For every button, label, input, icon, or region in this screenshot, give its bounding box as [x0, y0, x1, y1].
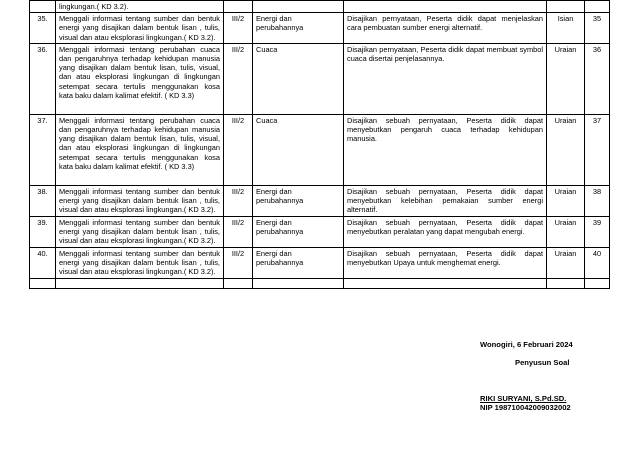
- question-form-cell: Uraian: [547, 114, 585, 185]
- class-semester-cell: [224, 278, 253, 288]
- question-number-cell: 36: [585, 43, 610, 114]
- class-semester-cell: III/2: [224, 216, 253, 247]
- material-cell: [253, 1, 344, 13]
- question-grid-table: [29, 0, 610, 289]
- material-cell: Energi dan perubahannya: [253, 185, 344, 216]
- table-row: [30, 185, 610, 216]
- basic-competency-cell: Menggali informasi tentang sumber dan bentuk energi yang disajikan dalam bentuk lisan , tulis, visual dan atau eksplorasi lingkungan.( KD 3.2).: [56, 247, 224, 278]
- indicator-cell: Disajikan pernyataan, Peserta didik dapat menjelaskan cara pembuatan sumber energi alternatif.: [344, 13, 547, 44]
- class-semester-cell: III/2: [224, 43, 253, 114]
- indicator-cell: Disajikan sebuah pernyataan, Peserta didik dapat menyebutkan pengaruh cuaca terhadap kehidupan manusia.: [344, 114, 547, 185]
- table-row: [30, 43, 610, 114]
- question-form-cell: Isian: [547, 13, 585, 44]
- question-form-cell: Uraian: [547, 216, 585, 247]
- question-number-cell: [585, 1, 610, 13]
- indicator-cell: Disajikan sebuah pernyataan, Peserta didik dapat menyebutkan Upaya untuk menghemat energi.: [344, 247, 547, 278]
- table-row: [30, 278, 610, 288]
- question-form-cell: [547, 1, 585, 13]
- question-form-cell: Uraian: [547, 247, 585, 278]
- question-number-cell: 40: [585, 247, 610, 278]
- class-semester-cell: [224, 1, 253, 13]
- class-semester-cell: III/2: [224, 185, 253, 216]
- indicator-cell: Disajikan sebuah pernyataan, Peserta didik dapat menyebutkan kelebihan pemakaian sumber energi alternatif.: [344, 185, 547, 216]
- basic-competency-cell: Menggali informasi tentang sumber dan bentuk energi yang disajikan dalam bentuk lisan , tulis, visual dan atau eksplorasi lingkungan.( KD 3.2).: [56, 13, 224, 44]
- basic-competency-cell: Menggali informasi tentang perubahan cuaca dan pengaruhnya terhadap kehidupan manusia yang disajikan dalam bentuk lisan, tulis, visual, dan atau eksplorasi lingkungan di lingkungan setempat secara tertulis menggunakan kosa kata baku dalam kalimat efektif. ( KD 3.3): [56, 43, 224, 114]
- material-cell: Cuaca: [253, 43, 344, 114]
- row-number: 37.: [30, 114, 56, 185]
- table-row: [30, 247, 610, 278]
- signer-nip: NIP 198710042009032002: [480, 403, 571, 412]
- place-date: Wonogiri, 6 Februari 2024: [480, 340, 573, 349]
- material-cell: Energi dan perubahannya: [253, 13, 344, 44]
- basic-competency-cell: lingkungan.( KD 3.2).: [56, 1, 224, 13]
- row-number: 35.: [30, 13, 56, 44]
- class-semester-cell: III/2: [224, 114, 253, 185]
- table-row: [30, 13, 610, 44]
- indicator-cell: [344, 1, 547, 13]
- question-number-cell: 35: [585, 13, 610, 44]
- question-form-cell: [547, 278, 585, 288]
- material-cell: Cuaca: [253, 114, 344, 185]
- indicator-cell: [344, 278, 547, 288]
- row-number: 38.: [30, 185, 56, 216]
- table-row: [30, 1, 610, 13]
- question-form-cell: Uraian: [547, 185, 585, 216]
- class-semester-cell: III/2: [224, 13, 253, 44]
- question-number-cell: 37: [585, 114, 610, 185]
- material-cell: Energi dan perubahannya: [253, 216, 344, 247]
- question-number-cell: 38: [585, 185, 610, 216]
- row-number: 40.: [30, 247, 56, 278]
- signer-name: RIKI SURYANI, S.Pd.SD.: [480, 394, 567, 403]
- table-row: [30, 216, 610, 247]
- question-number-cell: [585, 278, 610, 288]
- basic-competency-cell: Menggali informasi tentang sumber dan bentuk energi yang disajikan dalam bentuk lisan , tulis, visual dan atau eksplorasi lingkungan.( KD 3.2).: [56, 216, 224, 247]
- row-number: [30, 278, 56, 288]
- indicator-cell: Disajikan pernyataan, Peserta didik dapat membuat symbol cuaca disertai penjelasannya.: [344, 43, 547, 114]
- basic-competency-cell: [56, 278, 224, 288]
- basic-competency-cell: Menggali informasi tentang perubahan cuaca dan pengaruhnya terhadap kehidupan manusia yang disajikan dalam bentuk lisan, tulis, visual, dan atau eksplorasi lingkungan di lingkungan setempat secara tertulis menggunakan kosa kata baku dalam kalimat efektif. ( KD 3.3): [56, 114, 224, 185]
- row-number: 39.: [30, 216, 56, 247]
- class-semester-cell: III/2: [224, 247, 253, 278]
- material-cell: Energi dan perubahannya: [253, 247, 344, 278]
- indicator-cell: Disajikan sebuah pernyataan, Peserta didik dapat menyebutkan peralatan yang dapat mengubah energi.: [344, 216, 547, 247]
- signer-role: Penyusun Soal: [515, 358, 570, 367]
- question-number-cell: 39: [585, 216, 610, 247]
- table-row: [30, 114, 610, 185]
- material-cell: [253, 278, 344, 288]
- row-number: [30, 1, 56, 13]
- question-form-cell: Uraian: [547, 43, 585, 114]
- basic-competency-cell: Menggali informasi tentang sumber dan bentuk energi yang disajikan dalam bentuk lisan , tulis, visual dan atau eksplorasi lingkungan.( KD 3.2).: [56, 185, 224, 216]
- row-number: 36.: [30, 43, 56, 114]
